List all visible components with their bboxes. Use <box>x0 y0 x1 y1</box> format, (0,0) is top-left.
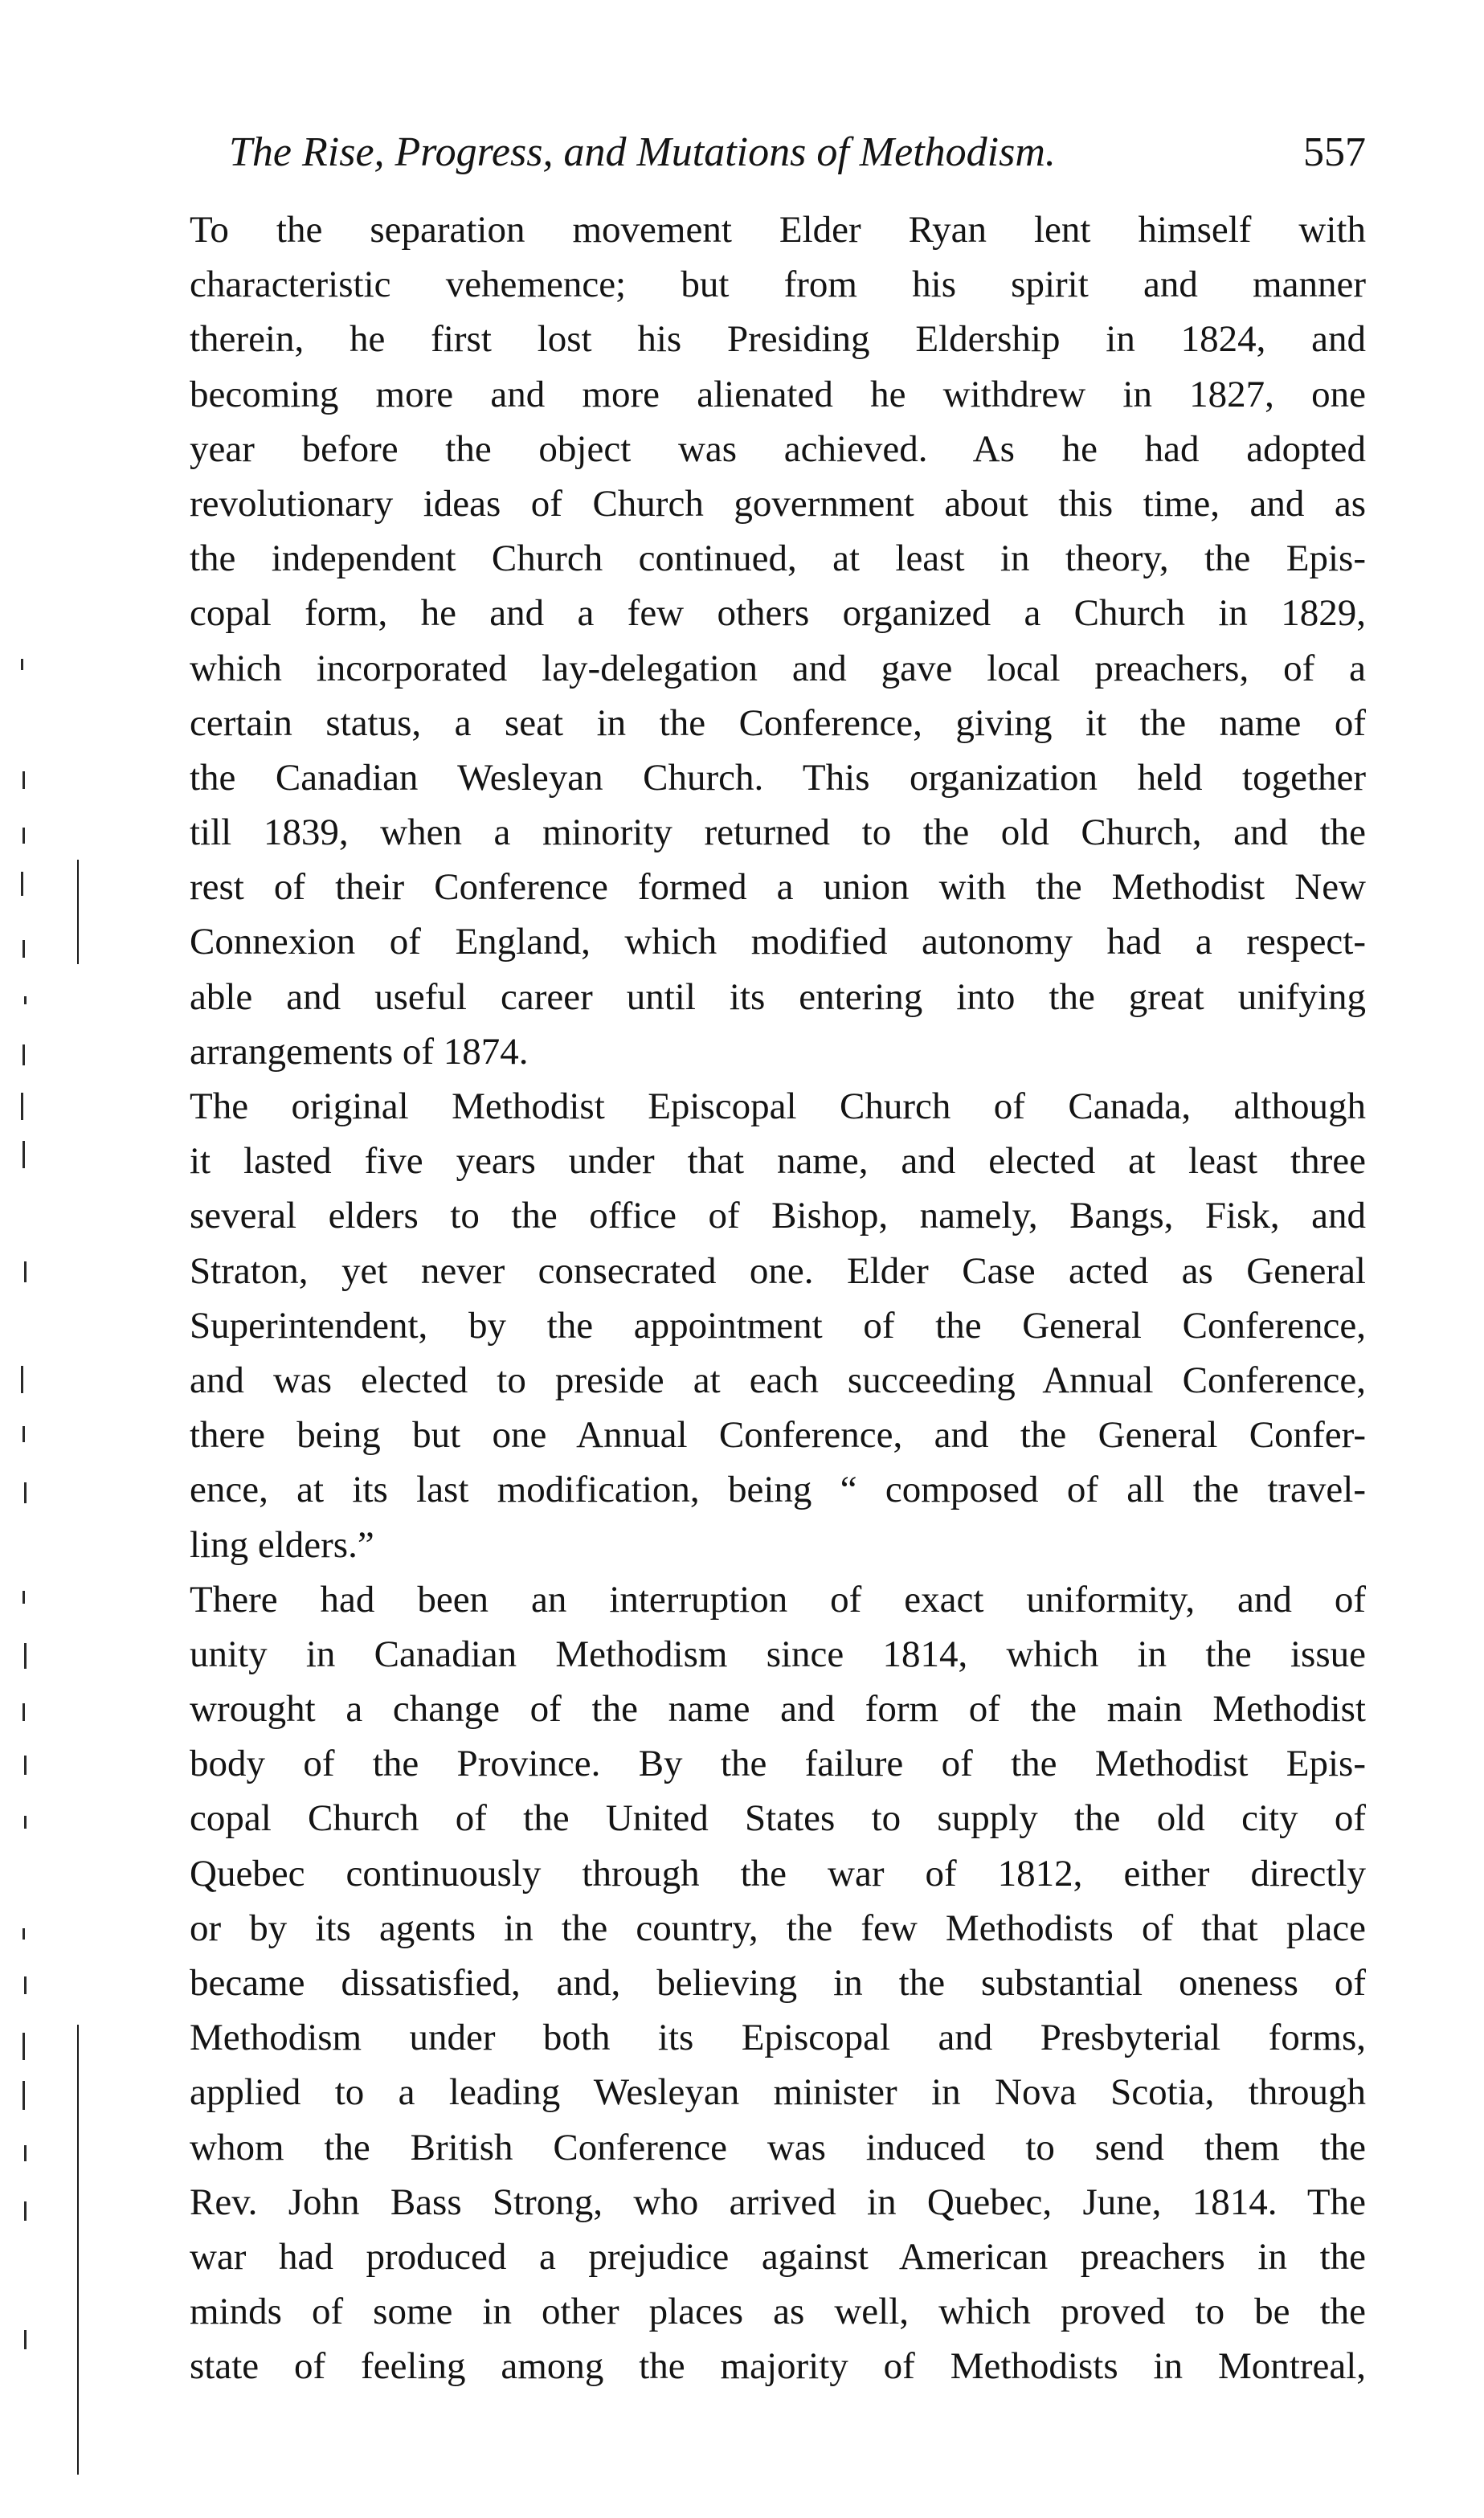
margin-mark <box>22 1426 25 1442</box>
margin-mark <box>24 2145 27 2161</box>
text-line: Rev. John Bass Strong, who arrived in Quebec, June, 1814. The <box>190 2181 1366 2223</box>
margin-mark <box>22 1591 25 1604</box>
text-line: copal Church of the United States to supply the old city of <box>190 1797 1366 1840</box>
text-line: Methodism under both its Episcopal and Presbyterial forms, <box>190 2017 1366 2059</box>
margin-mark <box>24 2330 27 2349</box>
margin-mark <box>22 2033 25 2060</box>
margin-mark <box>24 996 27 1004</box>
paragraph-3 <box>190 1572 1366 2394</box>
text-line: several elders to the office of Bishop, namely, Bangs, Fisk, and <box>190 1195 1366 1237</box>
margin-mark <box>22 1141 25 1168</box>
margin-mark <box>22 771 25 789</box>
margin-mark <box>24 1756 27 1775</box>
body-text <box>190 202 1366 2394</box>
margin-mark <box>24 1482 27 1503</box>
text-line: ence, at its last modification, being “ composed of all the travel- <box>190 1469 1366 1511</box>
paragraph-1 <box>190 202 1366 1079</box>
text-line: able and useful career until its entering into the great unifying <box>190 975 1366 1018</box>
margin-mark <box>24 1643 27 1669</box>
text-line: war had produced a prejudice against American preachers in the <box>190 2235 1366 2278</box>
text-line: body of the Province. By the failure of the Methodist Epis- <box>190 1743 1366 1785</box>
margin-mark <box>24 1261 27 1282</box>
margin-mark <box>21 1366 23 1393</box>
margin-mark <box>22 940 25 958</box>
binding-edge-line <box>77 2025 79 2475</box>
text-line: applied to a leading Wesleyan minister in Nova Scotia, through <box>190 2071 1366 2114</box>
text-line: wrought a change of the name and form of the main Methodist <box>190 1688 1366 1731</box>
text-line: There had been an interruption of exact uniformity, and of <box>190 1578 1366 1621</box>
text-line: became dissatisfied, and, believing in the substantial oneness of <box>190 1962 1366 2004</box>
text-line: which incorporated lay-delegation and gave local preachers, of a <box>190 647 1366 689</box>
text-line: arrangements of 1874. <box>190 1030 529 1073</box>
text-line: Quebec continuously through the war of 1812, either directly <box>190 1852 1366 1895</box>
margin-mark <box>24 1816 27 1829</box>
text-line: revolutionary ideas of Church government about this time, and as <box>190 482 1366 525</box>
scan-margin-marks <box>0 0 96 2518</box>
text-line: copal form, he and a few others organized a Church in 1829, <box>190 592 1366 635</box>
text-line: Straton, yet never consecrated one. Elder Case acted as General <box>190 1249 1366 1292</box>
paragraph-2 <box>190 1079 1366 1572</box>
text-line: becoming more and more alienated he withdrew in 1827, one <box>190 373 1366 415</box>
text-line: state of feeling among the majority of Methodists in Montreal, <box>190 2345 1366 2388</box>
margin-mark <box>22 1928 25 1940</box>
text-line: or by its agents in the country, the few Methodists of that place <box>190 1907 1366 1949</box>
text-line: till 1839, when a minority returned to the old Church, and the <box>190 811 1366 854</box>
text-line: the Canadian Wesleyan Church. This organization held together <box>190 756 1366 799</box>
text-line: certain status, a seat in the Conference, giving it the name of <box>190 701 1366 744</box>
margin-mark <box>22 828 25 844</box>
text-line: unity in Canadian Methodism since 1814, which in the issue <box>190 1633 1366 1675</box>
text-line: characteristic vehemence; but from his spirit and manner <box>190 264 1366 306</box>
text-line: To the separation movement Elder Ryan lent himself with <box>190 209 1366 251</box>
margin-mark <box>21 659 23 670</box>
text-line: it lasted five years under that name, and elected at least three <box>190 1140 1366 1183</box>
binding-edge-line <box>77 860 79 964</box>
text-line: ling elders.” <box>190 1523 374 1566</box>
text-line: Connexion of England, which modified autonomy had a respect- <box>190 921 1366 963</box>
margin-mark <box>21 872 23 896</box>
text-line: therein, he first lost his Presiding Eldership in 1824, and <box>190 318 1366 361</box>
text-line: whom the British Conference was induced to send them the <box>190 2126 1366 2169</box>
text-line: The original Methodist Episcopal Church of Canada, although <box>190 1085 1366 1127</box>
margin-mark <box>24 2201 27 2221</box>
text-line: the independent Church continued, at least in theory, the Epis- <box>190 538 1366 580</box>
running-title: The Rise, Progress, and Mutations of Methodism. <box>229 129 1056 175</box>
margin-mark <box>22 2081 25 2110</box>
margin-mark <box>22 1044 25 1065</box>
text-line: rest of their Conference formed a union with the Methodist New <box>190 866 1366 909</box>
margin-mark <box>22 1703 25 1721</box>
text-line: Superintendent, by the appointment of the General Conference, <box>190 1304 1366 1347</box>
text-line: there being but one Annual Conference, and the General Confer- <box>190 1414 1366 1457</box>
margin-mark <box>24 1976 27 1994</box>
page-number: 557 <box>1303 129 1366 175</box>
text-line: and was elected to preside at each succeeding Annual Conference, <box>190 1359 1366 1401</box>
text-line: minds of some in other places as well, which proved to be the <box>190 2291 1366 2333</box>
running-head <box>185 121 1366 185</box>
margin-mark <box>21 1093 23 1120</box>
text-line: year before the object was achieved. As he had adopted <box>190 427 1366 470</box>
